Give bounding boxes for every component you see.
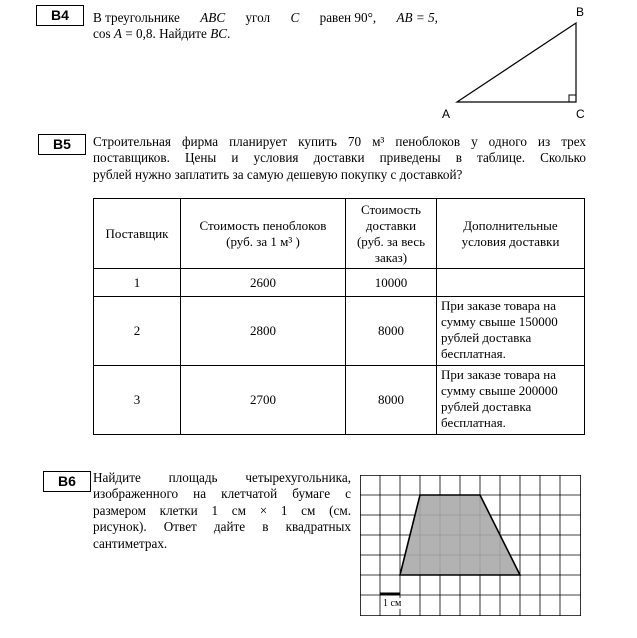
- header-text: (руб. за 1 м³ ): [226, 233, 300, 249]
- unit-scale-label: 1 см: [383, 598, 402, 609]
- cell-supplier: 1: [94, 269, 181, 297]
- b6-text-line: Найдите площадь четырехугольника,: [93, 470, 351, 485]
- cell-price: 2800: [181, 297, 346, 366]
- b4-math-bc: BC: [210, 26, 228, 42]
- header-text: условия доставки: [461, 233, 560, 249]
- cell-price: 2600: [181, 269, 346, 297]
- table-row: [94, 366, 585, 435]
- cond-line: сумму свыше 200000: [441, 383, 558, 398]
- cond-line: сумму свыше 150000: [441, 314, 558, 329]
- table-row: [94, 297, 585, 366]
- b4-math-c: C: [290, 10, 300, 25]
- b4-text-part: равен 90°,: [319, 10, 377, 25]
- header-text: Стоимость пеноблоков: [199, 217, 327, 233]
- b4-text-part: В треугольнике: [93, 10, 180, 25]
- b4-math-a: A: [113, 26, 122, 42]
- header-text: Дополнительные: [463, 217, 558, 233]
- task-label-b5: B5: [38, 134, 86, 155]
- vertex-label-a: A: [442, 107, 451, 121]
- header-delivery-cost: [346, 199, 437, 269]
- cond-line: При заказе товара на: [441, 367, 557, 382]
- b4-math-ab: AB = 5,: [396, 10, 438, 25]
- right-angle-mark: [569, 95, 576, 102]
- cond-line: При заказе товара на: [441, 298, 557, 313]
- b4-text-part: .: [227, 26, 231, 42]
- table-row: [94, 269, 585, 297]
- supplier-table: [93, 198, 585, 435]
- b4-problem-text: [93, 10, 438, 43]
- b4-math-abc: ABC: [200, 10, 226, 25]
- b5-text-line: Строительная фирма планирует купить 70 м³ пеноблоков у одного из трех: [93, 134, 586, 149]
- header-text: доставки: [365, 217, 417, 233]
- cell-conditions: [437, 269, 585, 297]
- triangle-shape: [457, 23, 576, 102]
- header-text: (руб. за весь: [356, 233, 426, 249]
- grid-figure: [360, 475, 581, 616]
- b5-text-line: поставщиков. Цены и условия доставки приведены в таблице. Сколько: [93, 150, 586, 166]
- b5-text-line: рублей нужно заплатить за самую дешевую покупку с доставкой?: [93, 166, 463, 182]
- b6-text-line: размером клетки 1 см × 1 см (см.: [93, 502, 351, 518]
- header-conditions: [437, 199, 585, 269]
- b4-text-part: угол: [245, 10, 271, 25]
- b6-text-line: изображенного на клетчатой бумаге с: [93, 486, 351, 502]
- header-text: Стоимость: [361, 201, 421, 217]
- header-block-cost: [181, 199, 346, 269]
- cond-line: рублей доставка: [441, 399, 532, 414]
- task-label-b6: B6: [43, 471, 91, 492]
- vertex-label-c: C: [576, 107, 585, 121]
- header-text: заказ): [374, 249, 408, 265]
- cell-delivery: 8000: [346, 366, 437, 435]
- cond-line: бесплатная.: [441, 346, 506, 361]
- b6-problem-text: [93, 470, 351, 552]
- vertex-label-b: B: [576, 5, 585, 19]
- cell-delivery: 10000: [346, 269, 437, 297]
- cell-delivery: 8000: [346, 297, 437, 366]
- cell-supplier: 2: [94, 297, 181, 366]
- header-supplier: [94, 199, 181, 269]
- cell-conditions: [437, 366, 585, 435]
- b4-text-part: = 0,8.: [125, 26, 156, 42]
- b5-problem-text: [93, 134, 586, 183]
- table-header-row: [94, 199, 585, 269]
- cond-line: бесплатная.: [441, 415, 506, 430]
- cell-supplier: 3: [94, 366, 181, 435]
- cond-line: рублей доставка: [441, 330, 532, 345]
- b4-text-part: Найдите: [159, 26, 207, 42]
- header-text: Поставщик: [105, 225, 169, 241]
- cell-price: 2700: [181, 366, 346, 435]
- b6-text-line: рисунок). Ответ дайте в квадратных: [93, 519, 351, 535]
- grid-svg: [360, 475, 581, 616]
- triangle-figure: [440, 4, 590, 122]
- task-label-b4: B4: [36, 5, 84, 26]
- b4-text-part: cos: [93, 26, 111, 42]
- b6-text-line: сантиметрах.: [93, 535, 168, 551]
- cell-conditions: [437, 297, 585, 366]
